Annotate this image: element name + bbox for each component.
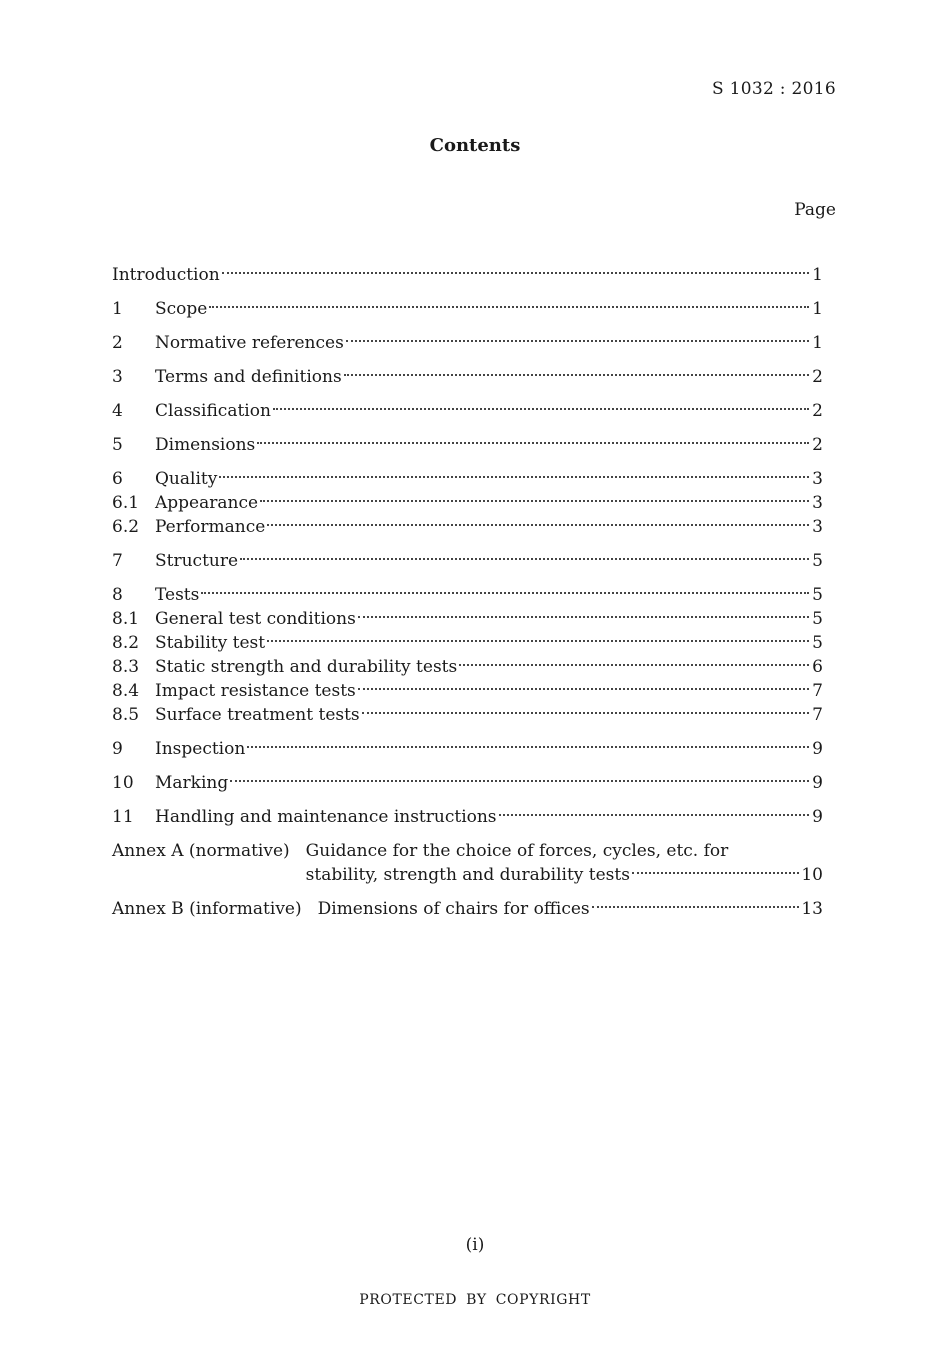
toc-entry[interactable] — [112, 263, 823, 287]
leader-dots — [499, 814, 809, 816]
toc-entry-label: Tests — [155, 585, 200, 605]
toc-entry-label: Quality — [155, 469, 218, 489]
table-of-contents — [112, 263, 823, 921]
toc-entry[interactable] — [112, 331, 823, 355]
leader-dots — [358, 616, 809, 618]
toc-entry[interactable] — [112, 433, 823, 457]
toc-entry-number: 6 — [112, 469, 123, 489]
toc-entry[interactable] — [112, 491, 823, 515]
toc-entry[interactable] — [112, 297, 823, 321]
toc-entry-label: Inspection — [155, 739, 246, 759]
leader-dots — [201, 592, 809, 594]
toc-entry-page: 13 — [801, 899, 823, 919]
toc-entry-page: 3 — [812, 469, 823, 489]
toc-entry-page: 2 — [812, 367, 823, 387]
leader-dots — [362, 712, 809, 714]
toc-entry-number: 8.4 — [112, 681, 140, 701]
leader-dots — [273, 408, 809, 410]
toc-entry[interactable] — [112, 399, 823, 423]
toc-entry-page: 1 — [812, 333, 823, 353]
toc-entry-number: 6.1 — [112, 493, 140, 513]
annex-title-line: Guidance for the choice of forces, cycles, etc. for — [305, 841, 729, 861]
toc-entry-label: Normative references — [155, 333, 344, 353]
toc-entry-number: 11 — [112, 807, 134, 827]
toc-entry-page: 3 — [812, 493, 823, 513]
toc-entry-page: 7 — [812, 705, 823, 725]
toc-entry-label: Surface treatment tests — [155, 705, 360, 725]
toc-entry-label: Scope — [155, 299, 208, 319]
leader-dots — [230, 780, 809, 782]
toc-entry-number: 9 — [112, 739, 123, 759]
leader-dots — [222, 272, 809, 274]
toc-entry-label: Dimensions — [155, 435, 256, 455]
toc-entry[interactable] — [112, 515, 823, 539]
copyright-notice: PROTECTED BY COPYRIGHT — [359, 1292, 591, 1308]
toc-entry-page: 2 — [812, 401, 823, 421]
toc-entry[interactable] — [112, 365, 823, 389]
leader-dots — [209, 306, 809, 308]
toc-entry-label: Classification — [155, 401, 271, 421]
toc-entry-number: 8.3 — [112, 657, 140, 677]
toc-entry-label: Terms and definitions — [155, 367, 342, 387]
toc-entry[interactable] — [112, 805, 823, 829]
toc-entry-page: 1 — [812, 299, 823, 319]
toc-entry-label: Appearance — [155, 493, 259, 513]
toc-entry-label: Performance — [155, 517, 266, 537]
toc-entry-page: 1 — [812, 265, 823, 285]
toc-entry-label: Handling and maintenance instructions — [155, 807, 497, 827]
toc-entry-label: Introduction — [112, 265, 220, 285]
leader-dots — [257, 442, 809, 444]
annex-label: Annex A (normative) — [112, 841, 290, 861]
toc-annex-entry[interactable] — [112, 839, 823, 887]
leader-dots — [346, 340, 809, 342]
toc-entry-number: 3 — [112, 367, 123, 387]
toc-entry-page: 5 — [812, 609, 823, 629]
annex-title-line: stability, strength and durability tests — [305, 865, 630, 885]
toc-entry-page: 9 — [812, 739, 823, 759]
toc-entry-number: 2 — [112, 333, 123, 353]
leader-dots — [240, 558, 809, 560]
toc-entry-label: Marking — [155, 773, 229, 793]
toc-entry-label: General test conditions — [155, 609, 356, 629]
toc-entry-number: 8 — [112, 585, 123, 605]
toc-entry-number: 1 — [112, 299, 123, 319]
toc-entry-number: 7 — [112, 551, 123, 571]
page-number: (i) — [465, 1235, 485, 1255]
toc-entry-page: 2 — [812, 435, 823, 455]
document-id: S 1032 : 2016 — [711, 79, 836, 99]
toc-entry-page: 9 — [812, 807, 823, 827]
toc-entry[interactable] — [112, 607, 823, 631]
toc-entry-label: Stability test — [155, 633, 266, 653]
toc-entry[interactable] — [112, 771, 823, 795]
leader-dots — [592, 906, 800, 908]
toc-entry-number: 4 — [112, 401, 123, 421]
toc-entry-page: 3 — [812, 517, 823, 537]
annex-title-line: Dimensions of chairs for offices — [317, 899, 590, 919]
toc-entry-number: 5 — [112, 435, 123, 455]
toc-entry[interactable] — [112, 631, 823, 655]
leader-dots — [459, 664, 809, 666]
toc-entry-page: 10 — [801, 865, 823, 885]
toc-annex-entry[interactable] — [112, 897, 823, 921]
toc-entry-label: Static strength and durability tests — [155, 657, 458, 677]
toc-entry-number: 6.2 — [112, 517, 140, 537]
annex-label: Annex B (informative) — [112, 899, 302, 919]
toc-entry-label: Impact resistance tests — [155, 681, 356, 701]
leader-dots — [632, 872, 799, 874]
toc-entry-number: 8.5 — [112, 705, 140, 725]
leader-dots — [260, 500, 809, 502]
toc-entry-number: 8.1 — [112, 609, 140, 629]
toc-entry[interactable] — [112, 655, 823, 679]
leader-dots — [219, 476, 809, 478]
toc-entry-label: Structure — [155, 551, 239, 571]
leader-dots — [247, 746, 809, 748]
toc-entry-number: 10 — [112, 773, 134, 793]
toc-entry-page: 6 — [812, 657, 823, 677]
toc-entry-number: 8.2 — [112, 633, 140, 653]
toc-entry[interactable] — [112, 583, 823, 607]
toc-entry[interactable] — [112, 549, 823, 573]
toc-entry-page: 5 — [812, 633, 823, 653]
toc-entry[interactable] — [112, 679, 823, 703]
toc-entry-page: 5 — [812, 551, 823, 571]
toc-entry-page: 7 — [812, 681, 823, 701]
leader-dots — [344, 374, 809, 376]
page-column-label: Page — [794, 200, 836, 220]
leader-dots — [267, 640, 809, 642]
toc-entry-page: 5 — [812, 585, 823, 605]
toc-entry-page: 9 — [812, 773, 823, 793]
page-title: Contents — [429, 135, 521, 156]
leader-dots — [267, 524, 809, 526]
toc-entry[interactable] — [112, 467, 823, 491]
toc-entry[interactable] — [112, 703, 823, 727]
toc-entry[interactable] — [112, 737, 823, 761]
leader-dots — [358, 688, 809, 690]
